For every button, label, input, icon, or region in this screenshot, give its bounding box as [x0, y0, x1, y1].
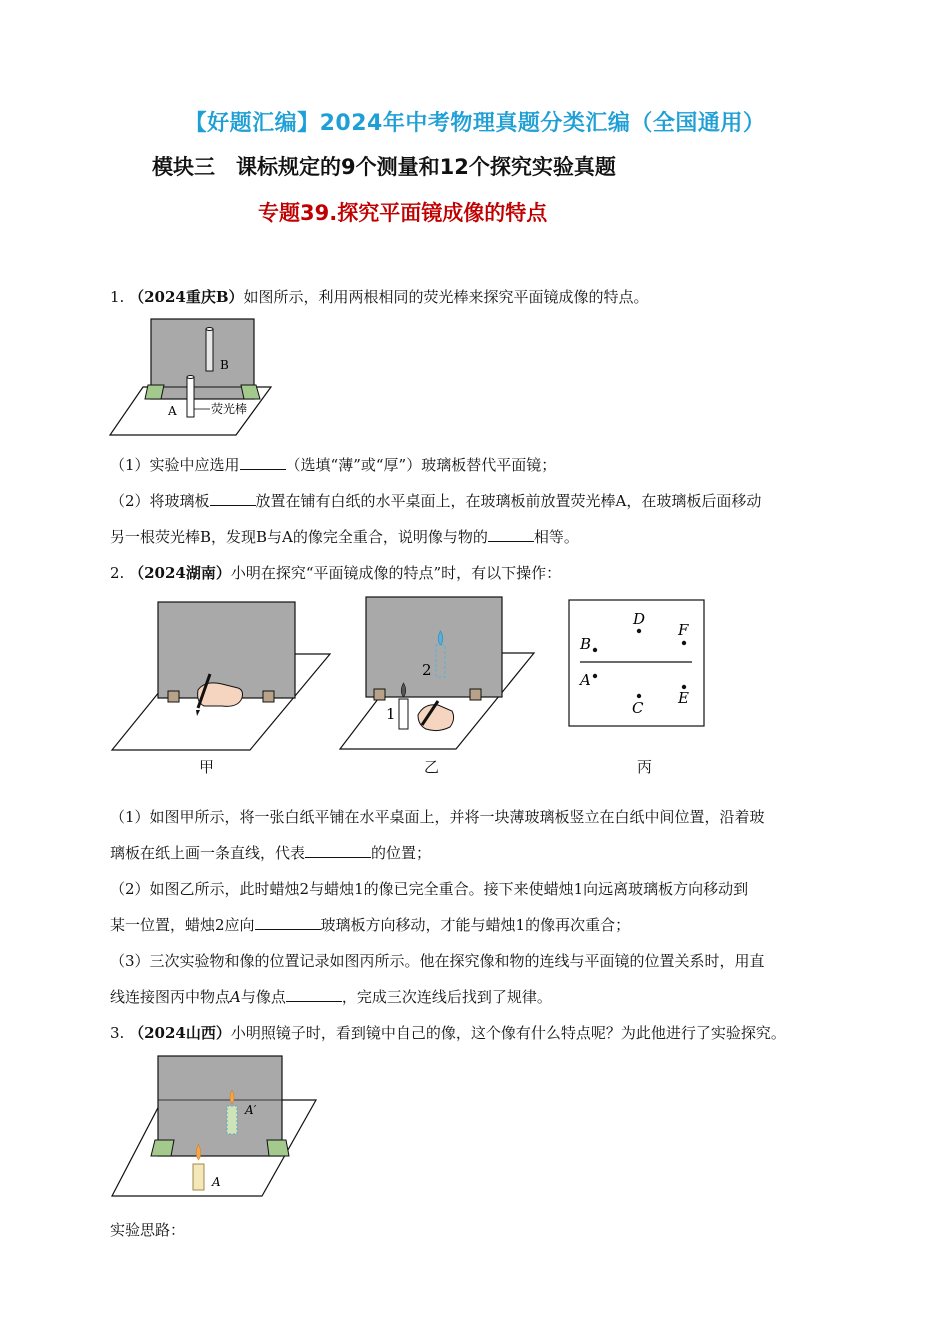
q3-text: 小明照镜子时，看到镜中自己的像，这个像有什么特点呢？为此他进行了实验探究。 [230, 1024, 786, 1042]
caption-yi: 乙 [424, 758, 440, 776]
q1-p2-text-4: 相等。 [533, 528, 579, 546]
bing-point-a: A [580, 671, 591, 689]
q2-part3 [110, 951, 765, 971]
q2-stem [110, 563, 561, 583]
yi-label-2: 2 [422, 661, 432, 679]
q2-p3-text-3: 与像点 [240, 988, 286, 1006]
caption-jia: 甲 [199, 758, 215, 776]
q3-figure [110, 1052, 320, 1200]
q2-blank-2[interactable] [255, 915, 321, 930]
q1-label-b: B [220, 358, 229, 372]
q2-p3-point-a: A [230, 988, 241, 1006]
q2-blank-3[interactable] [286, 987, 342, 1002]
q1-p2-text-2: 放置在铺有白纸的水平桌面上，在玻璃板前放置荧光棒A，在玻璃板后面移动 [255, 492, 762, 510]
q3-thought: 实验思路： [110, 1221, 186, 1239]
q1-figure [108, 315, 283, 439]
bing-point-c: C [632, 699, 644, 717]
q1-blank-1[interactable] [240, 455, 286, 470]
q1-stem [110, 287, 649, 307]
q2-p2-text: （2）如图乙所示，此时蜡烛2与蜡烛1的像已完全重合。接下来使蜡烛1向远离玻璃板方向移动到 [110, 880, 749, 898]
q3-source: （2024山西） [129, 1024, 231, 1042]
q2-p2-text-2: 某一位置，蜡烛2应向 [110, 916, 255, 934]
q2-part2 [110, 879, 748, 899]
q1-label-a: A [168, 404, 177, 418]
bing-point-d: D [633, 610, 646, 628]
q2-figure-yi [338, 593, 536, 753]
q2-part3-cont [110, 987, 552, 1007]
q1-p2-text: （2）将玻璃板 [110, 492, 210, 510]
q1-source: （2024重庆B） [129, 288, 244, 306]
q2-figure-jia [110, 596, 332, 754]
q2-text: 小明在探究“平面镜成像的特点”时，有以下操作： [230, 564, 562, 582]
caption-bing: 丙 [637, 758, 653, 776]
q2-part2-cont [110, 915, 630, 935]
q2-p1-text: （1）如图甲所示，将一张白纸平铺在水平桌面上，并将一块薄玻璃板竖立在白纸中间位置，沿着玻 [110, 808, 765, 826]
q2-p3-text: （3）三次实验物和像的位置记录如图丙所示。他在探究像和物的连线与平面镜的位置关系时，用直 [110, 952, 765, 970]
q2-p1-text-3: 的位置； [371, 844, 432, 862]
q3-label-a-prime: A′ [245, 1103, 257, 1117]
q2-p3-text-2: 线连接图丙中物点 [110, 988, 231, 1006]
q3-stem [110, 1023, 786, 1043]
q1-label-rod: 荧光棒 [211, 402, 248, 416]
q2-p1-text-2: 璃板在纸上画一条直线，代表 [110, 844, 306, 862]
q2-source: （2024湖南） [129, 564, 231, 582]
q3-label-a: A [212, 1175, 221, 1189]
bing-point-e: E [678, 689, 689, 707]
q1-part1 [110, 455, 556, 475]
q1-part2 [110, 491, 761, 511]
q2-part1 [110, 807, 765, 827]
bing-point-f: F [678, 621, 689, 639]
q1-part2-cont [110, 527, 579, 547]
q2-part1-cont [110, 843, 431, 863]
q3-number: 3. [110, 1024, 125, 1042]
topic-title: 专题39.探究平面镜成像的特点 [258, 201, 548, 225]
q2-blank-1[interactable] [305, 843, 371, 858]
q2-number: 2. [110, 564, 125, 582]
q1-blank-3[interactable] [488, 527, 534, 542]
q1-p1-text: （1）实验中应选用 [110, 456, 240, 474]
q1-text: 如图所示，利用两根相同的荧光棒来探究平面镜成像的特点。 [243, 288, 649, 306]
q2-p2-text-3: 玻璃板方向移动，才能与蜡烛1的像再次重合； [320, 916, 631, 934]
yi-label-1: 1 [386, 705, 396, 723]
q1-blank-2[interactable] [210, 491, 256, 506]
q1-p2-text-3: 另一根荧光棒B，发现B与A的像完全重合，说明像与物的 [110, 528, 488, 546]
q2-figure-bing [568, 599, 706, 729]
q1-number: 1. [110, 288, 125, 306]
q2-p3-text-4: ，完成三次连线后找到了规律。 [341, 988, 552, 1006]
q1-p1-text-2: （选填“薄”或“厚”）玻璃板替代平面镜； [285, 456, 557, 474]
module-title: 模块三 课标规定的9个测量和12个探究实验真题 [152, 155, 616, 179]
document-title: 【好题汇编】2024年中考物理真题分类汇编（全国通用） [184, 111, 766, 136]
bing-point-b: B [580, 635, 592, 653]
